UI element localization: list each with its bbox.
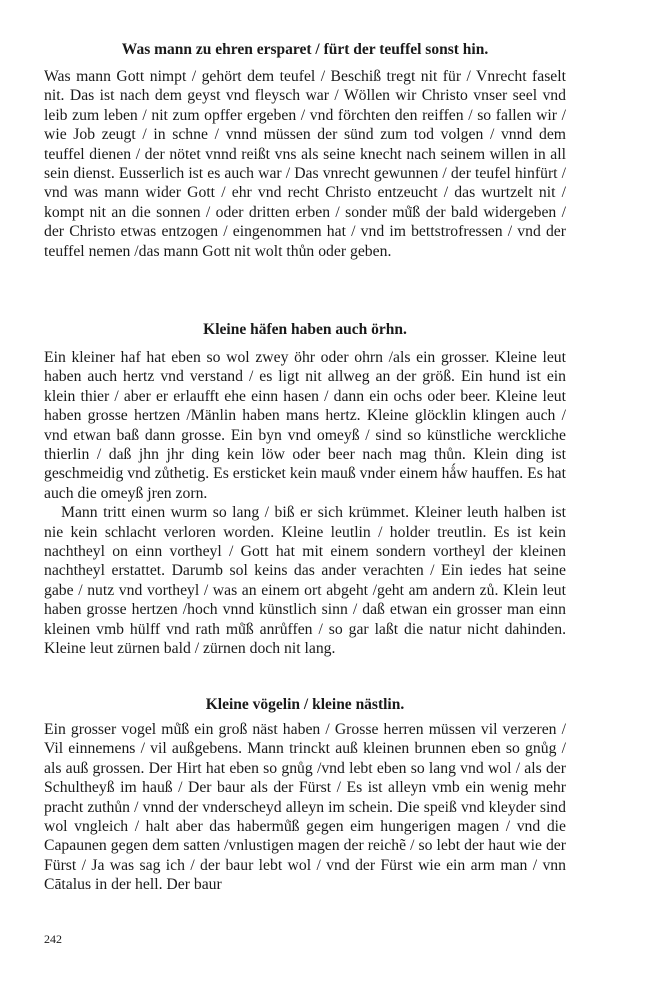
paragraph: Ein kleiner haf hat eben so wol zwey öhr oder ohrn /als ein grosser. Kleine leut haben auch hertz vnd verstand / es ligt nit allweg an der größ. Ein hund ist ein klein thier / aber er erlaufft ehe einn hasen / dann ein ochs oder beer. Kleine leut haben grosse hertzen /Mänlin haben mans hertz. Kleine glöcklin klingen auch / vnd etwan baß dann grosse. Ein byn vnd omeyß / sind so künstliche werckliche thierlin / daß jhn jhr ding kein löw oder beer nach mag thůn. Klein ding ist geschmeidig vnd zůthetig. Es ersticket kein mauß vnder einem hǻw hauffen. Es hat auch die omeyß jren zorn.: [44, 349, 566, 502]
section-heading-1: Was mann zu ehren ersparet / fürt der teuffel sonst hin.: [121, 41, 489, 58]
section-body-1: [44, 67, 566, 261]
section-heading-2: Kleine häfen haben auch örhn.: [203, 321, 407, 338]
page-number: 242: [44, 932, 62, 946]
paragraph: Ein grosser vogel mů̈ß ein groß näst haben / Grosse herren müssen vil verzeren / Vil einnemens / vil außgebens. Mann trinckt auß kleinen brunnen eben so gnůg / als auß grossen. Der Hirt hat eben so gnůg /vnd lebt eben so lang vnd wol / als der Schultheyß im hauß / Der baur als der Fürst / Es ist alleyn vmb ein wenig mehr pracht zuthůn / vnnd der vnderscheyd alleyn im schein. Die speiß vnd kleyder sind wol vngleich / halt aber das habermů̈ß gegen eim hungerigen magen / vnd die Capaunen gegen dem satten /vnlustigen magen der reichẽ / so lebt der haut wie der Fürst / Ja was sag ich / der baur lebt wol / vnd der Fürst wie ein arm man / vnn Cātalus in der hell. Der baur: [44, 721, 566, 894]
paragraph: Mann tritt einen wurm so lang / biß er sich krümmet. Kleiner leuth halben ist nie kein schlacht verloren worden. Kleine leutlin / holder treutlin. Es ist kein nachtheyl on einn vortheyl / Gott hat mit einem sondern vortheyl der kleinen nachtheyl erstattet. Darumb sol keins das ander verachten / Ein iedes hat seine gabe / nutz vnd vortheyl / was an einem ort abgeht /geht am andern zů. Klein leut haben grosse hertzen /hoch vnnd künstlich sinn / daß etwan ein grosser man einn kleinen vmb hülff vnd rath mů̈ß anrůffen / so gar laßt die natur nicht dahinden. Kleine leut zürnen bald / zürnen doch nit lang.: [44, 504, 566, 658]
section-body-3: [44, 720, 566, 895]
section-heading-3: Kleine vögelin / kleine nästlin.: [205, 696, 405, 713]
paragraph: Was mann Gott nimpt / gehört dem teufel / Beschiß tregt nit für / Vnrecht faselt nit. Das ist nach dem geyst vnd fleysch war / Wöllen wir Christo vnser seel vnd leib zum leben / nit zum opffer ergeben / vnd förchten den reiffen / so fallen wir / wie Job zeugt / in schne / vnnd müssen der sünd zum tod volgen / vnnd dem teuffel dienen / der nötet vnnd reißt vns als seine knecht nach seinem willen in all sein dienst. Eusserlich ist es auch war / Das vnrecht gewunnen / der teufel hinfürt / vnd was mann wider Gott / ehr vnd recht Christo entzeucht / das wurtzelt nit / kompt nit an die sonnen / oder dritten erben / sonder mů̈ß der bald widergeben / der Christo etwas entzogen / eingenommen hat / vnd im bettstrofressen / vnd der teuffel nemen /das mann Gott nit wolt thůn oder geben.: [44, 68, 566, 260]
section-body-2: [44, 348, 566, 659]
